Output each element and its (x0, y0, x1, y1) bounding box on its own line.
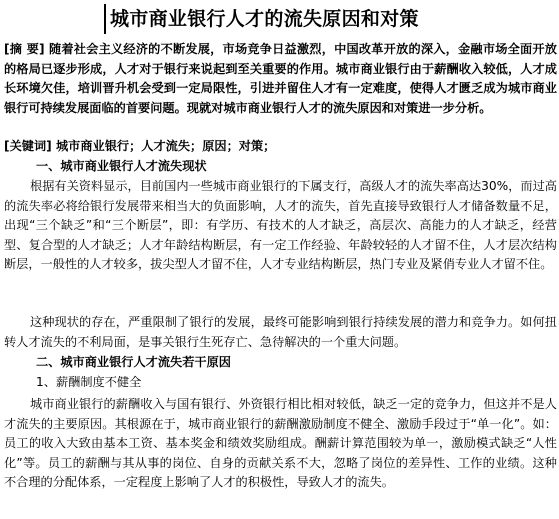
keywords-line: [关键词] 城市商业银行；人才流失；原因；对策； (4, 139, 276, 153)
subsection-heading-1: 1、薪酬制度不健全 (36, 375, 142, 389)
section1-paragraph-2: 这种现状的存在，严重限制了银行的发展，最终可能影响到银行持续发展的潜力和竞争力。如何扭转人才流失的不利局面，是事关银行生死存亡、急待解决的一个重大问题。 (4, 315, 557, 349)
section-heading-2: 二、城市商业银行人才流失若干原因 (36, 355, 231, 369)
abstract-paragraph: [摘 要] 随着社会主义经济的不断发展，市场竞争日益激烈，中国改革开放的深入，金融市场全面开放的格局已逐步形成，人才对于银行来说起到至关重要的作用。城市商业银行由于薪酬收入较低，人才成长环境欠佳，培训晋升机会受到一定局限性，引进并留住人才有一定难度，使得人才匮乏成为城市商业银行可持续发展面临的首要问题。现就对城市商业银行人才的流失原因和对策进一步分析。 (4, 42, 557, 115)
article-title: 城市商业银行人才的流失原因和对策 (110, 8, 419, 30)
section1-paragraph-1: 根据有关资料显示，目前国内一些城市商业银行的下属支行，高级人才的流失率高达30%，而过高的流失率必将给银行发展带来相当大的负面影响，人才的流失，首先直接导致银行人才储备数量不足，出现“三个缺乏”和“三个断层”，即：有学历、有技术的人才缺乏，高层次、高能力的人才缺乏，经营型、复合型的人才缺乏；人才年龄结构断层，有一定工作经验、年龄较轻的人才留不住，人才层次结构断层，一般性的人才较多，拔尖型人才留不住，人才专业结构断层，热门专业及紧俏专业人才留不住。 (4, 179, 557, 272)
section-heading-1: 一、城市商业银行人才流失现状 (36, 159, 207, 173)
section2-paragraph-1: 城市商业银行的薪酬收入与国有银行、外资银行相比相对较低，缺乏一定的竞争力，但这并不是人才流失的主要原因。其根源在于，城市商业银行的薪酬激励制度不健全、激励手段过于“单一化”。如：员工的收入大致由基本工资、基本奖金和绩效奖励组成。酬薪计算范围较为单一，激励模式缺乏“人性化”等。员工的薪酬与其从事的岗位、自身的贡献关系不大，忽略了岗位的差异性、工作的业绩。这种不合理的分配体系，一定程度上影响了人才的积极性，导致人才的流失。 (4, 397, 557, 490)
title-block (104, 4, 419, 34)
